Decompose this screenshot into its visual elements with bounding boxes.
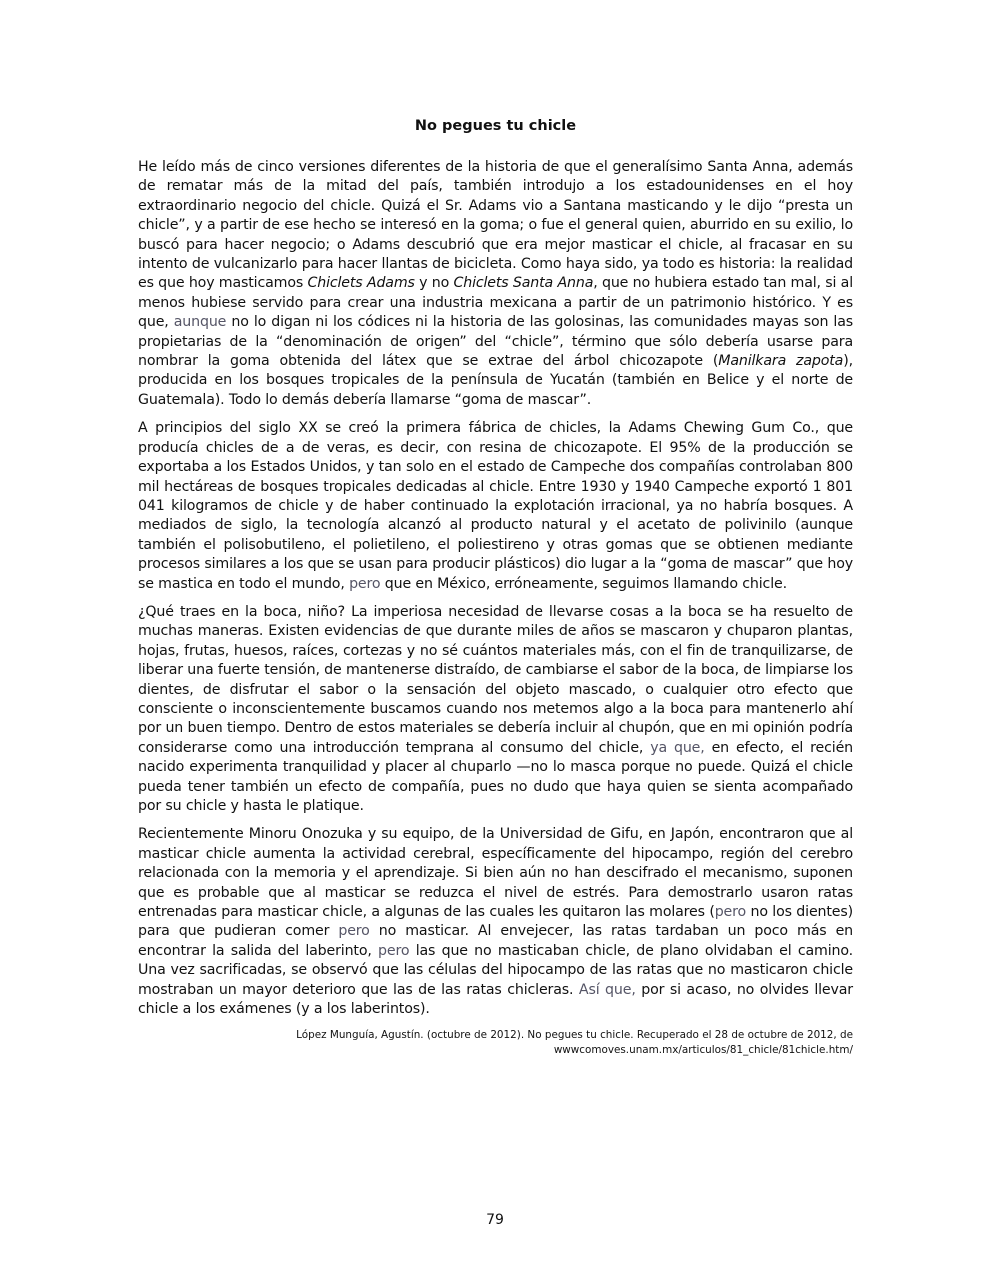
italic-text: Chiclets Adams (307, 275, 415, 292)
text-segment: no masticar. Al envejecer, las ratas tardaban un poco más en encontrar la salida del laberinto, (138, 923, 853, 959)
text-segment: no los dientes) para que pudieran comer (138, 904, 853, 940)
text-segment: no lo digan ni los códices ni la historia de las golosinas, las comunidades mayas son las propietarias de la “denominación de origen” del “chicle”, término que sólo debería usarse para nombrar la goma obtenida del látex que se extrae del árbol chicozapote ( (138, 314, 853, 370)
text-segment: y no (414, 275, 454, 292)
page-number: 79 (486, 1212, 504, 1228)
highlight-text: pero (349, 575, 381, 592)
text-segment: , que no hubiera estado tan mal, si al menos hubiese servido para crear una industria mexicana a partir de un patrimonio histórico. Y es que, (138, 275, 853, 331)
citation (138, 1028, 853, 1058)
highlight-text: pero (378, 942, 410, 959)
highlight-text: aunque (173, 314, 227, 331)
text-segment: en efecto, el recién nacido experimenta tranquilidad y placer al chuparlo —no lo masca porque no puede. Quizá el chicle pueda tener también un efecto de compañía, pues no dudo que haya quien se sienta acompañado por su chicle y hasta le platique. (138, 739, 853, 814)
citation-line-1: López Munguía, Agustín. (octubre de 2012). No pegues tu chicle. Recuperado el 28 de octubre de 2012, de (296, 1029, 853, 1042)
paragraph (138, 158, 853, 410)
highlight-text: Así que, (578, 981, 636, 998)
italic-text: Manilkara zapota (718, 353, 844, 370)
text-segment: A principios del siglo XX se creó la primera fábrica de chicles, la Adams Chewing Gum Co., que producía chicles de a de veras, es decir, con resina de chicozapote. El 95% de la producción se exportaba a los Estados Unidos, y tan solo en el estado de Campeche dos compañías controlaban 800 mil hectáreas de bosques tropicales dedicadas al chicle. Entre 1930 y 1940 Campeche exportó 1 801 041 kilogramos de chicle y de haber continuado la explotación irracional, ya no habría bosques. A mediados de siglo, la tecnología alcanzó al producto natural y el acetato de polivinilo (aunque también el polisobutileno, el polietileno, el poliestireno y otras gomas que se obtienen mediante procesos similares a los que se usan para producir plásticos) dio lugar a la “goma de mascar” que hoy se mastica en todo el mundo, (138, 420, 853, 592)
text-segment: por si acaso, no olvides llevar chicle a los exámenes (y a los laberintos). (138, 981, 853, 1018)
paragraph (138, 603, 853, 816)
article (138, 116, 853, 1058)
article-body (138, 158, 853, 1019)
text-segment: que en México, erróneamente, seguimos llamando chicle. (380, 575, 787, 592)
text-segment: ), producida en los bosques tropicales de la península de Yucatán (también en Belice y el norte de Guatemala). Todo lo demás debería llamarse “goma de mascar”. (138, 353, 853, 408)
text-segment: las que no masticaban chicle, de plano olvidaban el camino. Una vez sacrificadas, se observó que las células del hipocampo de las ratas que no masticaron chicle mostraban un mayor deterioro que las de las ratas chicleras. (138, 942, 853, 998)
text-segment: Recientemente Minoru Onozuka y su equipo, de la Universidad de Gifu, en Japón, encontraron que al masticar chicle aumenta la actividad cerebral, específicamente del hipocampo, región del cerebro relacionada con la memoria y el aprendizaje. Si bien aún no han descifrado el mecanismo, suponen que es probable que al masticar se reduzca el nivel de estrés. Para demostrarlo usaron ratas entrenadas para masticar chicle, a algunas de las cuales les quitaron las molares ( (138, 826, 853, 921)
text-segment: ¿Qué traes en la boca, niño? La imperiosa necesidad de llevarse cosas a la boca se ha resuelto de muchas maneras. Existen evidencias de que durante miles de años se mascaron y chuparon plantas, hojas, frutas, huesos, raíces, cortezas y no sé cuántos materiales más, con el fin de tranquilizarse, de liberar una fuerte tensión, de mantenerse distraído, de cambiarse el sabor de la boca, de limpiarse los dientes, de disfrutar el sabor o la sensación del objeto mascado, o cualquier otro efecto que consciente o inconscientemente buscamos cuando nos metemos algo a la boca para mantenerlo ahí por un buen tiempo. Dentro de estos materiales se debería incluir al chupón, que en mi opinión podría considerarse como una introducción temprana al consumo del chicle, (138, 603, 853, 756)
text-segment: He leído más de cinco versiones diferentes de la historia de que el generalísimo Santa Anna, además de rematar más de la mitad del país, también introdujo a los estadounidenses en el hoy extraordinario negocio del chicle. Quizá el Sr. Adams vio a Santana masticando y le dijo “presta un chicle”, y a partir de ese hecho se interesó en la goma; o fue el general quien, aburrido en su exilio, lo buscó para hacer negocio; o Adams descubrió que era mejor masticar el chicle, al fracasar en su intento de vulcanizarlo para hacer llantas de bicicleta. Como haya sido, ya todo es historia: la realidad es que hoy masticamos (138, 159, 853, 292)
highlight-text: ya que, (650, 739, 705, 756)
article-title: No pegues tu chicle (414, 118, 577, 134)
highlight-text: pero (338, 923, 370, 940)
highlight-text: pero (714, 904, 747, 921)
paragraph (138, 825, 853, 1019)
paragraph (138, 419, 853, 594)
italic-text: Chiclets Santa Anna (453, 275, 594, 292)
citation-line-2: wwwcomoves.unam.mx/articulos/81_chicle/81chicle.htm/ (553, 1044, 853, 1057)
